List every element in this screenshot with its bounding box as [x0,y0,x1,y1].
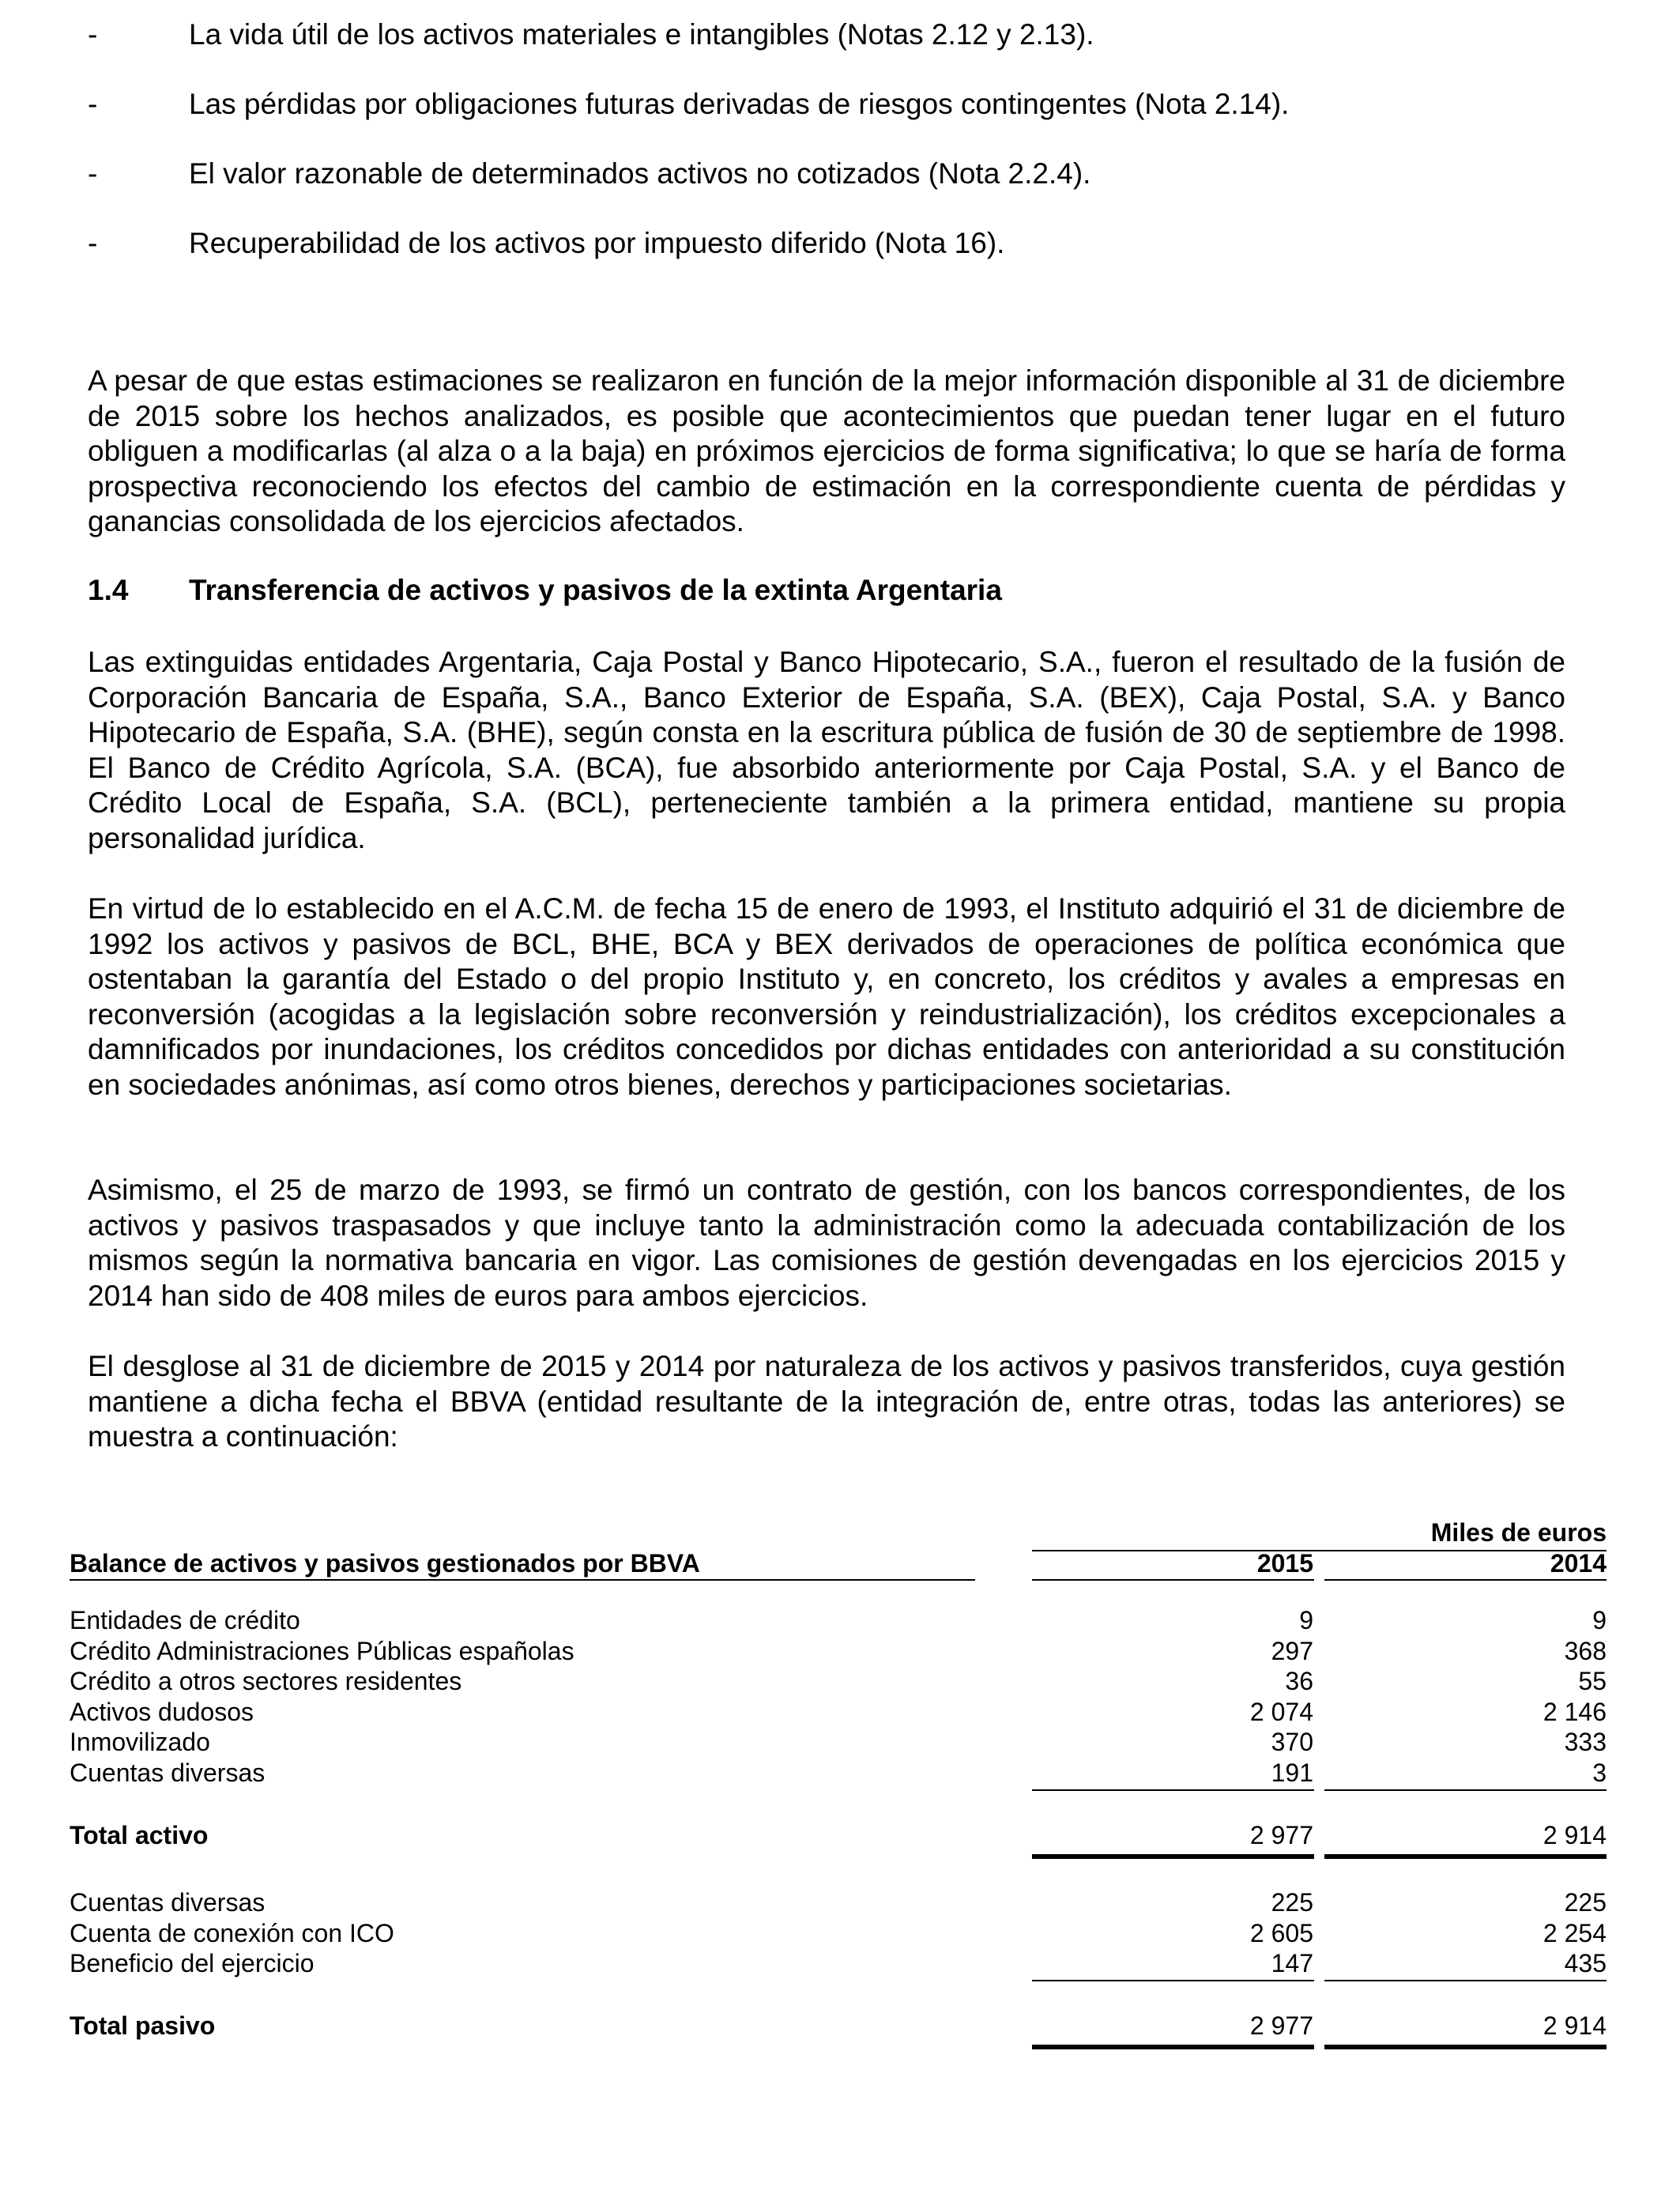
row-value-2015: 191 [1271,1759,1313,1787]
row-value-2015: 297 [1271,1637,1313,1665]
bullet-dash: - [88,88,98,120]
total-assets-rule-2014 [1324,1854,1607,1859]
total-liabilities-2014: 2 914 [1543,2011,1607,2040]
bullet-dash: - [88,157,98,190]
row-label: Crédito a otros sectores residentes [70,1667,462,1695]
row-label: Inmovilizado [70,1728,210,1756]
section-number: 1.4 [88,574,129,606]
row-label: Cuenta de conexión con ICO [70,1919,394,1947]
subtotal-rule-2014 [1324,1789,1607,1791]
paragraph-merger: Las extinguidas entidades Argentaria, Caja Postal y Banco Hipotecario, S.A., fueron el resultado de la fusión de Corporación Bancaria de España, S.A., Banco Exterior de España, S.A. (BEX), Caja Postal, S.A. y Banco Hipotecario de España, S.A. (BHE), según consta en la escritura pública de fusión de 30 de septiembre de 1998. El Banco de Crédito Agrícola, S.A. (BCA), fue absorbido anteriormente por Caja Postal, S.A. y el Banco de Crédito Local de España, S.A. (BCL), perteneciente también a la primera entidad, mantiene su propia personalidad jurídica. [88,646,1565,854]
unit-header: Miles de euros [1430,1518,1607,1547]
subtotal-rule-2014 [1324,1980,1607,1981]
bullet-text: Las pérdidas por obligaciones futuras derivadas de riesgos contingentes (Nota 2.14). [189,88,1290,120]
subtotal-rule-2015 [1032,1789,1314,1791]
header-rule-2014 [1324,1579,1607,1581]
row-value-2014: 55 [1578,1667,1607,1695]
total-assets-rule-2015 [1032,1854,1314,1859]
row-value-2014: 368 [1564,1637,1607,1665]
column-header-2014: 2014 [1550,1549,1607,1578]
bullet-text: Recuperabilidad de los activos por impuesto diferido (Nota 16). [189,227,1005,259]
row-value-2015: 225 [1271,1888,1313,1917]
total-liabilities-rule-2015 [1032,2045,1314,2049]
paragraph-contract: Asimismo, el 25 de marzo de 1993, se firmó un contrato de gestión, con los bancos correspondientes, de los activos y pasivos traspasados y que incluye tanto la administración como la adecuada contabilización de los mismos según la normativa bancaria en vigor. Las comisiones de gestión devengadas en los ejercicios 2015 y 2014 han sido de 408 miles de euros para ambos ejercicios. [88,1174,1565,1312]
row-label: Cuentas diversas [70,1888,266,1917]
row-value-2014: 2 254 [1543,1919,1607,1947]
row-value-2014: 9 [1592,1606,1607,1634]
table-title: Balance de activos y pasivos gestionados por BBVA [70,1549,700,1578]
paragraph-acm: En virtud de lo establecido en el A.C.M. de fecha 15 de enero de 1993, el Instituto adquirió el 31 de diciembre de 1992 los activos y pasivos de BCL, BHE, BCA y BEX derivados de operaciones de política económica que ostentaban la garantía del Estado o del propio Instituto y, en concreto, los créditos y avales a empresas en reconversión (acogidas a la legislación sobre reconversión y reindustrialización), los créditos excepcionales a damnificados por inundaciones, los créditos concedidos por dichas entidades con anterioridad a su constitución en sociedades anónimas, así como otros bienes, derechos y participaciones societarias. [88,892,1565,1101]
row-value-2015: 147 [1271,1949,1313,1977]
bullet-text: La vida útil de los activos materiales e intangibles (Notas 2.12 y 2.13). [189,18,1094,51]
subtotal-rule-2015 [1032,1980,1314,1981]
row-label: Entidades de crédito [70,1606,300,1634]
total-assets-label: Total activo [70,1821,209,1849]
row-value-2015: 2 074 [1249,1698,1313,1726]
row-value-2014: 435 [1564,1949,1607,1977]
row-value-2014: 225 [1564,1888,1607,1917]
total-liabilities-label: Total pasivo [70,2011,216,2040]
section-title: Transferencia de activos y pasivos de la extinta Argentaria [189,574,1002,606]
row-label: Cuentas diversas [70,1759,266,1787]
bullet-dash: - [88,227,98,259]
paragraph-breakdown: El desglose al 31 de diciembre de 2015 y 2014 por naturaleza de los activos y pasivos transferidos, cuya gestión mantiene a dicha fecha el BBVA (entidad resultante de la integración de, entre otras, todas las anteriores) se muestra a continuación: [88,1350,1565,1453]
row-value-2015: 9 [1299,1606,1313,1634]
row-value-2014: 3 [1592,1759,1607,1787]
title-underline [70,1579,975,1581]
paragraph-estimates: A pesar de que estas estimaciones se realizaron en función de la mejor información disponible al 31 de diciembre de 2015 sobre los hechos analizados, es posible que acontecimientos que puedan tener lugar en el futuro obliguen a modificarlas (al alza o a la baja) en próximos ejercicios de forma significativa; lo que se haría de forma prospectiva reconociendo los efectos del cambio de estimación en la correspondiente cuenta de pérdidas y ganancias consolidada de los ejercicios afectados. [88,364,1565,537]
row-value-2015: 370 [1271,1728,1313,1756]
total-liabilities-2015: 2 977 [1249,2011,1313,2040]
unit-header-rule [1032,1550,1607,1551]
bullet-text: El valor razonable de determinados activos no cotizados (Nota 2.2.4). [189,157,1091,190]
row-label: Activos dudosos [70,1698,254,1726]
row-value-2014: 333 [1564,1728,1607,1756]
column-header-2015: 2015 [1256,1549,1313,1578]
total-liabilities-rule-2014 [1324,2045,1607,2049]
total-assets-2015: 2 977 [1249,1821,1313,1849]
header-rule-2015 [1032,1579,1314,1581]
row-value-2014: 2 146 [1543,1698,1607,1726]
total-assets-2014: 2 914 [1543,1821,1607,1849]
row-value-2015: 36 [1285,1667,1313,1695]
row-label: Beneficio del ejercicio [70,1949,315,1977]
row-value-2015: 2 605 [1249,1919,1313,1947]
bullet-dash: - [88,18,98,51]
row-label: Crédito Administraciones Públicas españolas [70,1637,574,1665]
